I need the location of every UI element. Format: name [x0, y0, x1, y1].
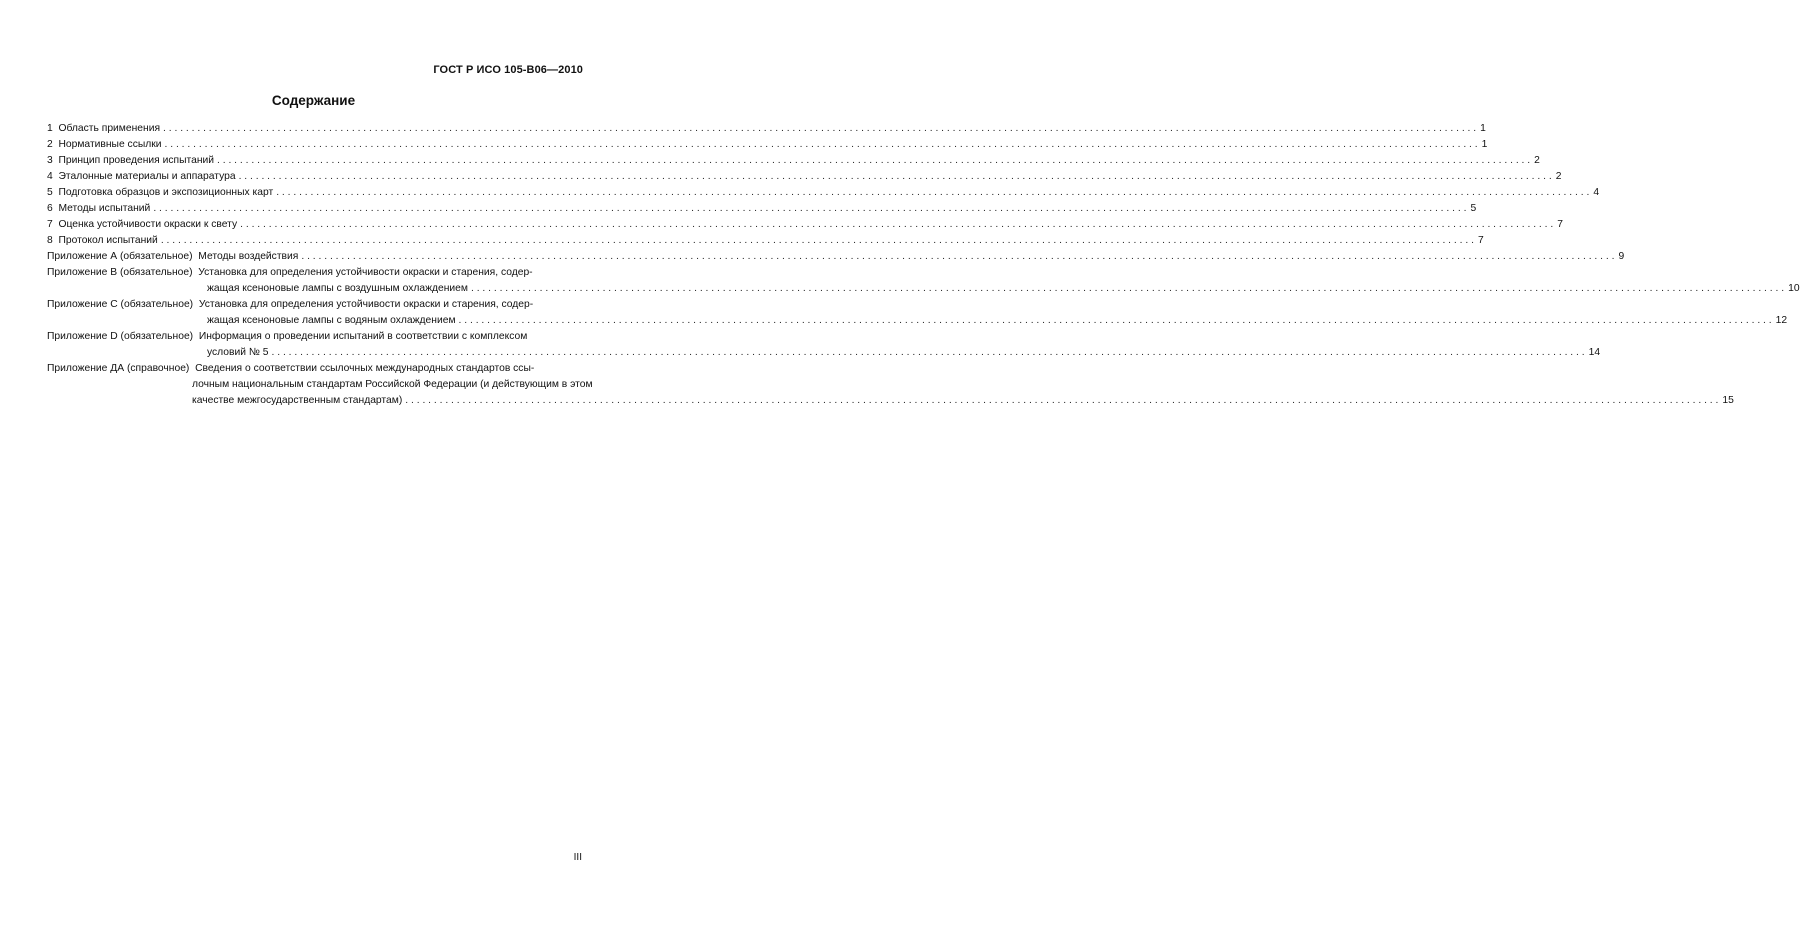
appendix-title-line-2: условий № 5 [207, 347, 269, 358]
toc-entry-7[interactable] [47, 217, 1563, 233]
toc-entry-5[interactable] [47, 185, 1600, 201]
table-of-contents [47, 121, 1800, 409]
appendix-label: Приложение С (обязательное) [47, 299, 194, 310]
toc-entry-title: Методы испытаний [58, 203, 151, 214]
toc-entry-number: 4 [47, 171, 53, 182]
appendix-title: Методы воздействия [198, 251, 299, 262]
toc-entry-page: 2 [1534, 155, 1540, 166]
toc-appendix-d[interactable] [47, 329, 1601, 361]
appendix-title-line-2: лочным национальным стандартам Российской Федерации (и действующим в этом [192, 379, 593, 390]
standard-code: ГОСТ Р ИСО 105-В06—2010 [433, 64, 583, 76]
dot-leader [240, 217, 1553, 233]
toc-entry-title: Протокол испытаний [58, 235, 158, 246]
toc-entry-page: 1 [1481, 139, 1488, 150]
toc-entry-title: Принцип проведения испытаний [58, 155, 215, 166]
toc-appendix-da[interactable] [47, 361, 1734, 409]
dot-leader [161, 233, 1474, 249]
appendix-label: Приложение ДА (справочное) [47, 363, 190, 374]
appendix-page: 12 [1775, 315, 1788, 326]
toc-entry-page: 4 [1593, 187, 1600, 198]
toc-entry-page: 1 [1480, 123, 1486, 134]
toc-title: Содержание [271, 93, 356, 108]
toc-entry-number: 8 [47, 235, 53, 246]
dot-leader [301, 249, 1614, 265]
toc-appendix-b[interactable] [47, 265, 1800, 297]
toc-entry-number: 5 [47, 187, 53, 198]
dot-leader [405, 393, 1718, 409]
appendix-title-line-1: Установка для определения устойчивости окраски и старения, содер- [198, 299, 534, 310]
dot-leader [471, 281, 1784, 297]
dot-leader [153, 201, 1466, 217]
toc-entry-2[interactable] [47, 137, 1488, 153]
toc-entry-title: Оценка устойчивости окраски к свету [58, 219, 238, 230]
toc-appendix-a[interactable] [47, 249, 1625, 265]
appendix-label: Приложение В (обязательное) [47, 267, 193, 278]
appendix-title-line-1: Информация о проведении испытаний в соответствии с комплексом [198, 331, 528, 342]
toc-entry-title: Подготовка образцов и экспозиционных карт [58, 187, 274, 198]
toc-entry-page: 7 [1557, 219, 1563, 230]
toc-entry-page: 2 [1555, 171, 1562, 182]
appendix-title-line-2: жащая ксеноновые лампы с воздушным охлаждением [207, 283, 468, 294]
toc-entry-page: 7 [1477, 235, 1484, 246]
dot-leader [272, 345, 1585, 361]
toc-entry-4[interactable] [47, 169, 1562, 185]
dot-leader [459, 313, 1772, 329]
dot-leader [239, 169, 1552, 185]
appendix-page: 15 [1722, 395, 1734, 406]
toc-entry-8[interactable] [47, 233, 1484, 249]
appendix-label: Приложение D (обязательное) [47, 331, 194, 342]
toc-entry-number: 7 [47, 219, 53, 230]
toc-entry-number: 2 [47, 139, 53, 150]
dot-leader [163, 121, 1476, 137]
appendix-title-line-1: Сведения о соответствии ссылочных международных стандартов ссы- [195, 363, 535, 374]
page-number: III [573, 852, 582, 863]
toc-entry-title: Эталонные материалы и аппаратура [58, 171, 236, 182]
appendix-label: Приложение А (обязательное) [47, 251, 193, 262]
appendix-title-line-2: жащая ксеноновые лампы с водяным охлаждением [207, 315, 456, 326]
toc-entry-page: 5 [1470, 203, 1477, 214]
toc-entry-title: Нормативные ссылки [58, 139, 162, 150]
appendix-page: 10 [1788, 283, 1800, 294]
toc-entry-1[interactable] [47, 121, 1486, 137]
toc-entry-number: 6 [47, 203, 53, 214]
toc-entry-number: 3 [47, 155, 53, 166]
toc-entry-6[interactable] [47, 201, 1477, 217]
appendix-title-line-1: Установка для определения устойчивости окраски и старения, содер- [198, 267, 533, 278]
dot-leader [276, 185, 1589, 201]
dot-leader [165, 137, 1478, 153]
toc-entry-3[interactable] [47, 153, 1540, 169]
toc-entry-title: Область применения [58, 123, 161, 134]
toc-entry-number: 1 [47, 123, 53, 134]
appendix-title-line-3: качестве межгосударственным стандартам) [192, 395, 403, 406]
appendix-page: 9 [1618, 251, 1625, 262]
appendix-page: 14 [1588, 347, 1601, 358]
toc-appendix-c[interactable] [47, 297, 1788, 329]
dot-leader [217, 153, 1530, 169]
